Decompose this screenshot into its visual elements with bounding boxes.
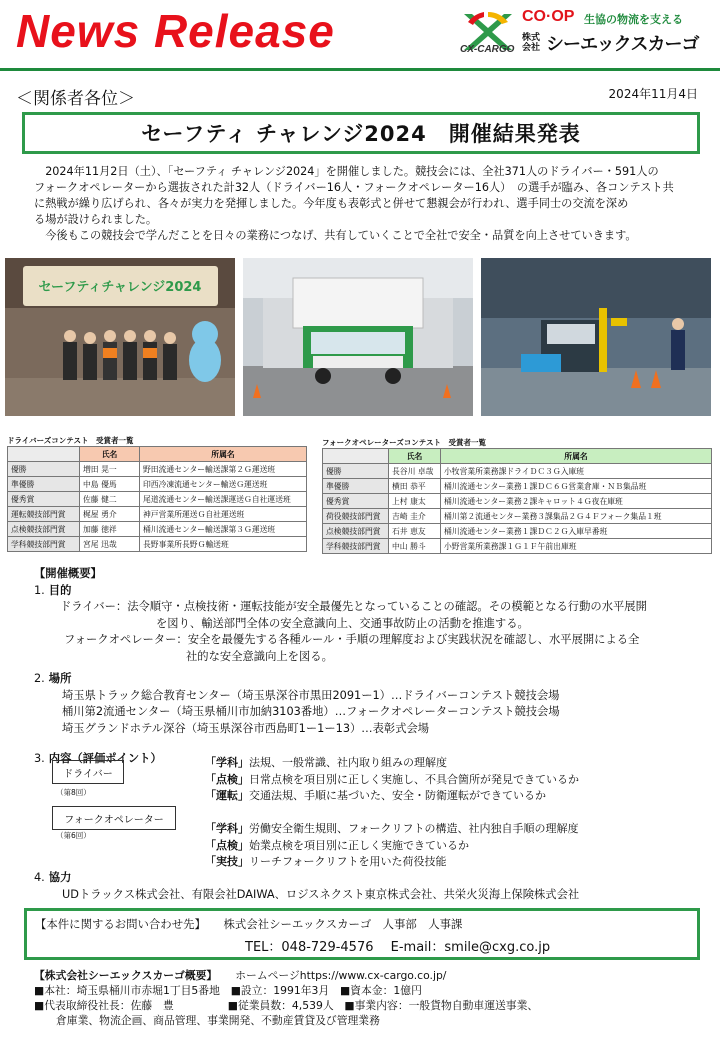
release-date: 2024年11月4日	[608, 87, 698, 101]
award-category: 運転競技部門賞	[8, 507, 80, 522]
contact-org: 株式会社シーエックスカーゴ 人事部 人事課	[223, 917, 463, 931]
venue-line: 埼玉グランドホテル深谷（埼玉県深谷市西島町1ー1ー13）…表彰式会場	[62, 721, 430, 735]
coop-tagline: 生協の物流を支える	[584, 13, 683, 26]
eval-text: 交通法規、手順に基づいた、安全・防衛運転ができているか	[249, 789, 546, 802]
winner-affiliation: 神戸営業所運送Ｇ自社運送班	[140, 507, 307, 522]
contact-tel-email: TEL：048-729-4576 E-mail：smile@cxg.co.jp	[245, 940, 551, 955]
page-title: セーフティ チャレンジ2024 開催結果発表	[141, 122, 581, 146]
table-header: 所属名	[140, 447, 307, 462]
table-header	[323, 449, 389, 464]
coop-brand: CO·OP	[522, 8, 575, 25]
section-title: 協力	[48, 871, 72, 884]
winner-affiliation: 長野事業所長野Ｇ輸送班	[140, 537, 307, 552]
company-name: シーエックスカーゴ	[546, 34, 699, 55]
winner-name: 宮尾 迅哉	[80, 537, 140, 552]
fork-eval-list	[205, 821, 578, 871]
section-title: 内容（評価ポイント）	[48, 752, 162, 765]
photo-forklift-contest	[481, 258, 711, 416]
eval-text: 法規、一般常識、社内取り組みの理解度	[249, 756, 447, 769]
table-row	[8, 537, 307, 552]
table-row	[8, 507, 307, 522]
section-title: 場所	[48, 672, 72, 685]
winner-name: 長谷川 卓哉	[389, 464, 441, 479]
photo-truck-course	[243, 258, 473, 416]
profile-line: ■本社：埼玉県桶川市赤堀1丁目5番地 ■設立：1991年3月 ■資本金：1億円	[34, 984, 422, 997]
profile-line: ■代表取締役社長：佐藤 豊 ■従業員数：4,539人 ■事業内容：一般貨物自動車運送事業、	[34, 999, 539, 1012]
purpose-fork: 社的な安全意識向上を図る。	[186, 649, 333, 663]
winner-affiliation: 小牧営業所業務課ドライＤＣ３Ｇ入庫班	[441, 464, 712, 479]
award-category: 点検競技部門賞	[323, 524, 389, 539]
winner-affiliation: 野田流通センター輸送課第２Ｇ運送班	[140, 462, 307, 477]
table-header: 所属名	[441, 449, 712, 464]
photo-award-ceremony	[5, 258, 235, 416]
table-row	[8, 492, 307, 507]
winner-name: 石井 恵友	[389, 524, 441, 539]
winner-name: 増田 晃一	[80, 462, 140, 477]
award-category: 学科競技部門賞	[323, 539, 389, 554]
banner-text: セーフティチャレンジ2024	[38, 280, 202, 295]
driver-label: ドライバー	[63, 768, 113, 780]
company-profile	[34, 968, 704, 1028]
overview-heading: 【開催概要】	[34, 567, 102, 580]
winner-affiliation: 小野営業所業務課１Ｇ１Ｆ午前出庫班	[441, 539, 712, 554]
intro-text	[34, 164, 690, 244]
winner-affiliation: 尾道流通センター輸送課運送Ｇ自社運送班	[140, 492, 307, 507]
table-row	[8, 462, 307, 477]
eval-text: 始業点検を項目別に正しく実施できているか	[249, 838, 469, 852]
table-row	[323, 479, 712, 494]
fork-table-caption: フォークオペレーターズコンテスト 受賞者一覧	[322, 438, 486, 447]
intro-line: る場が設けられました。	[34, 213, 158, 226]
profile-heading: 【株式会社シーエックスカーゴ概要】	[34, 969, 218, 982]
purpose-driver: を図り、輸送部門全体の安全意識向上、交通事故防止の活動を推進する。	[156, 616, 529, 630]
award-category: 優勝	[8, 462, 80, 477]
winner-name: 加藤 徳祥	[80, 522, 140, 537]
header-divider	[0, 68, 720, 71]
table-row	[323, 494, 712, 509]
award-category: 準優勝	[8, 477, 80, 492]
winner-name: 中山 勝斗	[389, 539, 441, 554]
addressee: ＜関係者各位＞	[16, 89, 135, 109]
driver-eval-list	[205, 755, 579, 805]
award-category: 学科競技部門賞	[8, 537, 80, 552]
table-row	[8, 477, 307, 492]
eval-text: 日常点検を項目別に正しく実施し、不具合箇所が発見できているか	[249, 772, 579, 786]
section-title: 目的	[48, 583, 72, 597]
eval-key: 「点検」	[205, 772, 249, 786]
eval-key: 「学科」	[205, 756, 249, 769]
company-prefix: 株式会社	[522, 33, 541, 53]
award-category: 優秀賞	[8, 492, 80, 507]
intro-line: 今後もこの競技会で学んだことを日々の業務につなげ、共有していくことで全社で安全・品質を向上させていきます。	[45, 229, 637, 242]
driver-table-caption: ドライバーズコンテスト 受賞者一覧	[7, 436, 134, 445]
table-row	[323, 539, 712, 554]
section-number: 4.	[34, 871, 45, 884]
winner-name: 中島 優馬	[80, 477, 140, 492]
eval-key: 「点検」	[205, 838, 249, 852]
award-category: 準優勝	[323, 479, 389, 494]
winner-affiliation: 桶川流通センター輸送課第３Ｇ運送班	[140, 522, 307, 537]
table-row	[8, 522, 307, 537]
intro-line: フォークオペレーターから選抜された計32人（ドライバー16人・フォークオペレーター16人） の選手が臨み、各コンテスト共	[34, 181, 674, 194]
winner-affiliation: 印西冷凍流通センター輸送Ｇ運送班	[140, 477, 307, 492]
winner-affiliation: 桶川流通センター業務１課ＤＣ２Ｇ入庫早番班	[441, 524, 712, 539]
fork-label-box	[52, 806, 176, 830]
winner-affiliation: 桶川第２流通センター業務３課集品２Ｇ４Ｆフォーク集品１班	[441, 509, 712, 524]
venue-line: 埼玉県トラック総合教育センター（埼玉県深谷市黒田2091ー1）…ドライバーコンテスト競技会場	[62, 688, 560, 702]
eval-text: 労働安全衛生規則、フォークリフトの構造、社内独自手順の理解度	[249, 822, 579, 835]
section-number: 3.	[34, 752, 45, 765]
table-row	[323, 464, 712, 479]
table-header	[8, 447, 80, 462]
driver-label-box	[52, 760, 124, 784]
news-release-title: News Release	[16, 5, 335, 57]
table-row	[323, 509, 712, 524]
driver-count: （第8回）	[56, 788, 91, 797]
driver-award-table	[7, 446, 307, 552]
profile-line: 倉庫業、物流企画、商品管理、事業開発、不動産賃貸及び管理業務	[56, 1014, 380, 1027]
winner-name: 上村 康太	[389, 494, 441, 509]
intro-line: 2024年11月2日（土）、「セーフティ チャレンジ2024」を開催しました。競技会には、全社371人のドライバー・591人の	[45, 165, 659, 178]
eval-key: 「実技」	[205, 855, 249, 868]
table-row	[323, 524, 712, 539]
purpose-fork: フォークオペレーター：安全を最優先する各種ルール・手順の理解度および実践状況を確認し、水平展開による全	[64, 633, 640, 646]
contact-box	[24, 908, 700, 960]
award-category: 優秀賞	[323, 494, 389, 509]
intro-line: に熱戦が繰り広げられ、各々が実力を発揮しました。今年度も表彰式と併せて懇親会が行われ、選手同士の交流を深め	[34, 197, 629, 210]
homepage-link[interactable]: ホームページhttps://www.cx-cargo.co.jp/	[235, 969, 447, 982]
cooperation-list: UDトラックス株式会社、有限会社DAIWA、ロジスネクスト東京株式会社、共栄火災海上保険株式会社	[62, 887, 580, 901]
event-overview	[34, 566, 704, 768]
eval-text: リーチフォークリフトを用いた荷役技能	[249, 855, 447, 868]
section-number: 1.	[34, 583, 45, 597]
winner-name: 梶屋 勇介	[80, 507, 140, 522]
fork-award-table	[322, 448, 712, 554]
winner-affiliation: 桶川流通センター業務１課ＤＣ６Ｇ営業倉庫・ＮＢ集品班	[441, 479, 712, 494]
winner-name: 佐藤 健二	[80, 492, 140, 507]
eval-key: 「学科」	[205, 822, 249, 835]
winner-name: 吉崎 圭介	[389, 509, 441, 524]
award-category: 点検競技部門賞	[8, 522, 80, 537]
purpose-driver: ドライバー：法令順守・点検技術・運転技能が安全最優先となっていることの確認。その模範となる行動の水平展開	[60, 600, 647, 613]
table-header: 氏名	[80, 447, 140, 462]
award-category: 優勝	[323, 464, 389, 479]
cooperation-section	[34, 870, 704, 903]
fork-count: （第6回）	[56, 831, 91, 840]
header	[0, 0, 720, 66]
venue-line: 桶川第2流通センター（埼玉県桶川市加納3103番地）…フォークオペレーターコンテスト競技会場	[62, 705, 560, 718]
fork-label: フォークオペレーター	[64, 814, 164, 826]
winner-name: 横田 恭平	[389, 479, 441, 494]
title-box	[22, 112, 700, 154]
eval-key: 「運転」	[205, 789, 249, 802]
contact-label: 【本件に関するお問い合わせ先】	[35, 917, 206, 931]
award-category: 荷役競技部門賞	[323, 509, 389, 524]
table-header: 氏名	[389, 449, 441, 464]
winner-affiliation: 桶川流通センター業務２課キャロット４Ｇ夜在庫班	[441, 494, 712, 509]
section-number: 2.	[34, 672, 45, 685]
logo-text: CX-CARGO	[460, 44, 515, 55]
